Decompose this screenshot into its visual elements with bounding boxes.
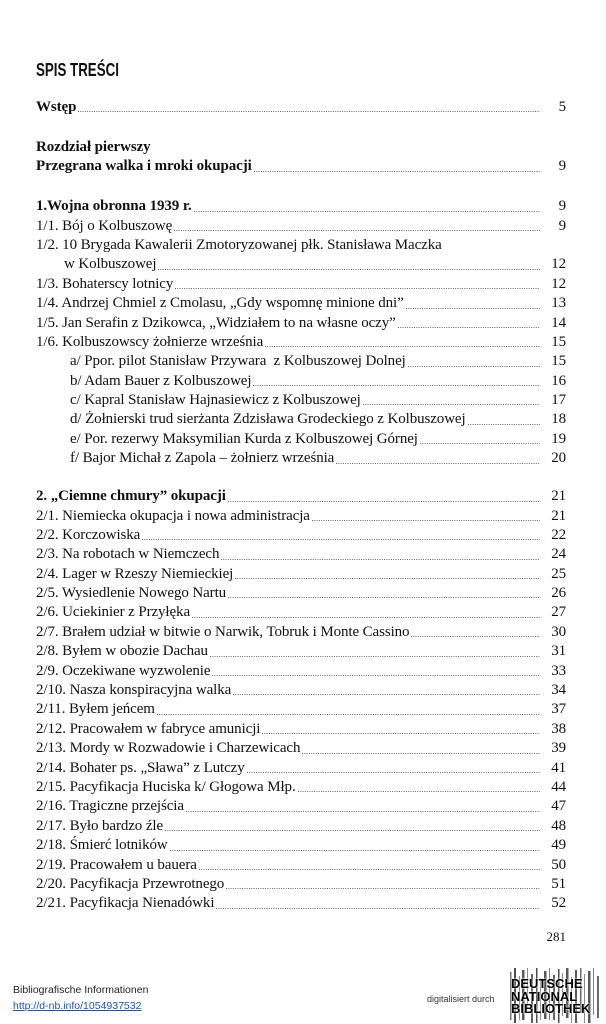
chapter-title: 1.Wojna obronna 1939 r. [36,198,192,215]
entry-title: 2/2. Korczowiska [36,526,141,543]
entry-title: f/ Bajor Michał z Zapola – żołnierz września [70,450,335,467]
dot-leader [158,269,540,270]
dot-leader [312,520,540,521]
entry-title: 2/12. Pracowałem w fabryce amunicji [36,720,261,737]
toc-entry [36,545,566,564]
page-number: 12 [551,256,566,273]
toc-entry [36,314,566,333]
entry-title: 2/11. Byłem jeńcem [36,701,155,718]
page-number: 41 [551,759,566,776]
toc-entry [36,720,566,739]
chapter-heading [36,487,566,506]
toc-entry [36,700,566,719]
entry-title: 1/4. Andrzej Chmiel z Cmolasu, „Gdy wspomnę minione dni” [36,295,404,312]
dot-leader [228,597,540,598]
dot-leader [420,443,540,444]
page-number: 17 [551,392,566,409]
toc-entry [36,894,566,913]
dot-leader [165,830,540,831]
page-number: 21 [551,488,566,505]
toc-subentry [36,352,566,371]
entry-title: 2/14. Bohater ps. „Sława” z Lutczy [36,759,245,776]
toc-entry [36,778,566,797]
dot-leader [221,559,540,560]
toc-entry [36,584,566,603]
dot-leader [226,888,540,889]
page-number: 48 [551,817,566,834]
page-number: 50 [551,856,566,873]
page-number: 25 [551,565,566,582]
page-number: 22 [551,526,566,543]
dot-leader [363,404,540,405]
toc-entry [36,526,566,545]
entry-title: b/ Adam Bauer z Kolbuszowej [70,372,252,389]
dot-leader [212,675,540,676]
dot-leader [228,501,540,502]
entry-title: 1/6. Kolbuszowscy żołnierze września [36,333,264,350]
toc-entry-introduction [36,98,566,117]
dot-leader [157,714,540,715]
part-kicker-row [36,138,566,157]
page-number: 19 [551,430,566,447]
entry-title: 2/15. Pacyfikacja Huciska k/ Głogowa Młp. [36,779,296,795]
page-title: SPIS TREŚCI [36,60,119,80]
table-of-contents [36,98,566,914]
entry-title: 1/3. Bohaterscy lotnicy [36,275,174,292]
toc-entry [36,856,566,875]
part-kicker: Rozdział pierwszy [36,138,151,155]
page-number: 20 [551,450,566,467]
dot-leader [210,656,540,657]
toc-entry [36,217,566,236]
entry-title: 1/5. Jan Serafin z Dzikowca, „Widziałem to na własne oczy” [36,314,396,331]
entry-title: 1/2. 10 Brygada Kawalerii Zmotoryzowanej płk. Stanisława Maczka [36,236,442,253]
page-number: 39 [551,740,566,757]
page-number: 24 [551,546,566,563]
page-number: 33 [551,662,566,679]
page-number: 30 [551,623,566,640]
entry-title: 2/10. Nasza konspiracyjna walka [36,682,232,699]
dot-leader [194,211,540,212]
toc-entry [36,603,566,622]
entry-title: 2/8. Byłem w obozie Dachau [36,643,208,660]
toc-entry [36,875,566,894]
entry-title: d/ Żołnierski trud sierżanta Zdzisława Grodeckiego z Kolbuszowej [70,411,466,428]
page-number: 26 [551,585,566,602]
dot-leader [336,463,540,464]
toc-entry [36,759,566,778]
page-number: 38 [551,720,566,737]
folio-page-number: 281 [546,929,566,944]
page-number: 44 [551,779,566,795]
toc-entry [36,333,566,352]
page-number: 27 [551,604,566,621]
entry-title: 2/17. Było bardzo źle [36,817,164,834]
toc-entry [36,817,566,836]
dot-leader [199,869,540,870]
dot-leader [174,230,540,231]
page-number: 9 [558,158,566,175]
entry-title: e/ Por. rezerwy Maksymilian Kurda z Kolbuszowej Górnej [70,430,418,447]
entry-title: 2/7. Brałem udział w bitwie o Narwik, Tobruk i Monte Cassino [36,623,410,640]
dot-leader [406,308,540,309]
dot-leader [265,346,540,347]
page-number: 15 [551,353,566,370]
entry-title: 2/3. Na robotach w Niemczech [36,546,220,563]
page-number: 37 [551,701,566,718]
dot-leader [192,617,540,618]
page-number: 51 [551,875,566,892]
toc-subentry [36,372,566,391]
page-number: 15 [551,333,566,350]
dot-leader [253,385,540,386]
dnb-logo-line: NATIONAL [511,988,578,1004]
page-number: 9 [558,217,566,234]
dot-leader [170,850,540,851]
dot-leader [216,908,540,909]
entry-title: 2/19. Pracowałem u bauera [36,856,197,873]
toc-subentry [36,391,566,410]
entry-title: 2/6. Uciekinier z Przyłęka [36,604,191,621]
dot-leader [254,171,540,172]
dot-leader [186,811,540,812]
dot-leader [142,539,540,540]
dot-leader [247,772,540,773]
toc-entry [36,836,566,855]
entry-title: 2/13. Mordy w Rozwadowie i Charzewicach [36,740,301,757]
entry-title: a/ Ppor. pilot Stanisław Przywara z Kolbuszowej Dolnej [70,353,406,370]
dot-leader [298,791,540,792]
entry-title: 2/16. Tragiczne przejścia [36,798,184,815]
page-number: 49 [551,837,566,854]
bibliographic-info-label: Bibliografische Informationen [13,984,149,996]
page-number: 18 [551,411,566,428]
toc-entry [36,623,566,642]
toc-entry [36,507,566,526]
dot-leader [411,636,540,637]
toc-entry [36,642,566,661]
entry-title: 2/9. Oczekiwane wyzwolenie [36,662,211,679]
toc-entry-continuation [36,255,566,274]
dot-leader [408,366,540,367]
toc-subentry [36,449,566,468]
dnb-logo-wordmark [511,978,590,1016]
dot-leader [262,733,540,734]
page-number: 5 [558,99,566,115]
page-number: 14 [551,314,566,331]
entry-title: 1/1. Bój o Kolbuszowę [36,217,173,234]
toc-entry [36,236,566,255]
entry-title-continuation: w Kolbuszowej [64,256,157,273]
page-number: 31 [551,643,566,660]
dnb-logo-line: DEUTSCHE [511,976,583,991]
chapter-heading [36,197,566,216]
toc-entry [36,662,566,681]
entry-title: 2/4. Lager w Rzeszy Niemieckiej [36,565,234,582]
dot-leader [398,327,540,328]
toc-entry [36,294,566,313]
toc-entry [36,739,566,758]
dot-leader [235,578,540,579]
bibliographic-info-link[interactable]: http://d-nb.info/1054937532 [13,1000,142,1012]
page-number: 13 [551,295,566,312]
toc-entry [36,797,566,816]
dnb-logo [509,968,600,1023]
page-number: 34 [551,682,566,699]
dot-leader [468,424,540,425]
entry-title: 2/20. Pacyfikacja Przewrotnego [36,875,225,892]
toc-entry [36,565,566,584]
dot-leader [175,288,540,289]
part-title: Przegrana walka i mroki okupacji [36,158,252,175]
dot-leader [302,753,540,754]
digitized-by-label: digitalisiert durch [427,994,495,1004]
page-number: 52 [551,895,566,912]
entry-title: 2/5. Wysiedlenie Nowego Nartu [36,585,227,602]
part-title-row [36,157,566,176]
entry-title: c/ Kapral Stanisław Hajnasiewicz z Kolbuszowej [70,392,361,409]
entry-title: 2/1. Niemiecka okupacja i nowa administracja [36,507,310,524]
dnb-logo-line: BIBLIOTHEK [511,1001,591,1017]
toc-subentry [36,410,566,429]
entry-title: Wstęp [36,99,77,115]
chapter-title: 2. „Ciemne chmury” okupacji [36,488,226,505]
dot-leader [78,111,540,112]
entry-title: 2/18. Śmierć lotników [36,837,168,854]
page-number: 47 [551,798,566,815]
page-number: 21 [551,507,566,524]
entry-title: 2/21. Pacyfikacja Nienadówki [36,895,215,912]
toc-entry [36,275,566,294]
page-number: 12 [551,275,566,292]
page-number: 9 [558,198,566,215]
page-number: 16 [551,372,566,389]
dot-leader [233,694,540,695]
toc-subentry [36,430,566,449]
toc-entry [36,681,566,700]
